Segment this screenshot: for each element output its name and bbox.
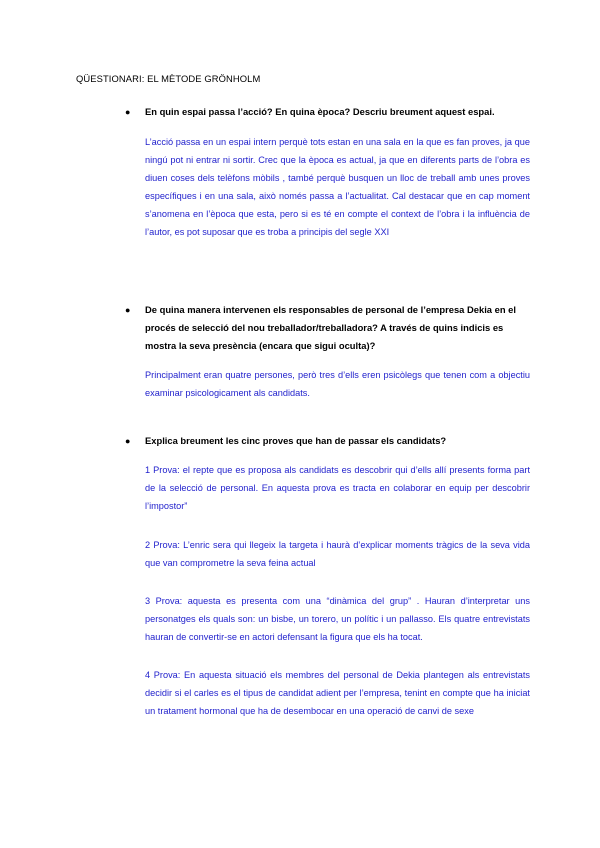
answer-paragraph: 4 Prova: En aquesta situació els membres del personal de Dekia plantegen als entrevistats decidir si el carles es el tipus de candidat adient per l’empresa, tenint en compte que ha iniciat un tratament hormonal que ha de desembocar en una operació de canvi de sexe <box>145 670 530 717</box>
answer-paragraph: 1 Prova: el repte que es proposa als candidats es descobrir qui d’ells allí presents forma part de la selecció de personal. En aquesta prova es tracta en colaborar en equip per descobrir l’impostor” <box>145 465 530 512</box>
answer-paragraph: 3 Prova: aquesta es presenta com una “dinàmica del grup” . Hauran d’interpretar uns personatges els quals son: un bisbe, un torero, un polític i un pallasso. Els quatre entrevistats hauran de convertir-se en actori defensant la figura que els ha tocat. <box>145 596 530 643</box>
question-3: Explica breument les cinc proves que han de passar els candidats? <box>145 435 447 446</box>
answer-3-prova-4 <box>145 666 530 720</box>
answer-3-prova-3 <box>145 592 530 646</box>
bullet-icon: ● <box>125 107 131 117</box>
bullet-icon: ● <box>125 305 131 315</box>
answer-3-prova-2 <box>145 536 530 572</box>
answer-2 <box>145 366 530 402</box>
question-2: De quina manera intervenen els responsables de personal de l’empresa Dekia en el procés de selecció del nou treballador/treballadora? A través de quins indicis es mostra la seva presència (encara que sigui oculta)? <box>145 304 516 351</box>
answer-3-prova-1 <box>145 461 530 515</box>
question-1: En quin espai passa l’acció? En quina època? Descriu breument aquest espai. <box>145 106 495 117</box>
answer-1 <box>145 133 530 242</box>
answer-paragraph: Principalment eran quatre persones, però tres d’ells eren psicòlegs que tenen com a objectiu examinar psicologicament als candidats. <box>145 370 530 399</box>
answer-paragraph: L’acció passa en un espai intern perquè tots estan en una sala en la que es fan proves, ja que ningú pot ni entrar ni sortir. Crec que la època es actual, ja que en diferents parts de l’obra es diuen coses dels telèfons mòbils , també perquè busquen un lloc de treball amb unes proves específiques i en una sala, això només passa a l’actualitat. Cal destacar que en cap moment s’anomena en l’època que esta, pero si es té en compte el context de l’obra i la influència de l’autor, es pot suposar que es troba a principis del segle XXI <box>145 137 530 238</box>
document-title: QÜESTIONARI: EL MÈTODE GRÖNHOLM <box>76 73 261 84</box>
bullet-icon: ● <box>125 436 131 446</box>
answer-paragraph: 2 Prova: L’enric sera qui llegeix la targeta i haurà d’explicar moments tràgics de la seva vida que van comprometre la seva feina actual <box>145 540 530 569</box>
